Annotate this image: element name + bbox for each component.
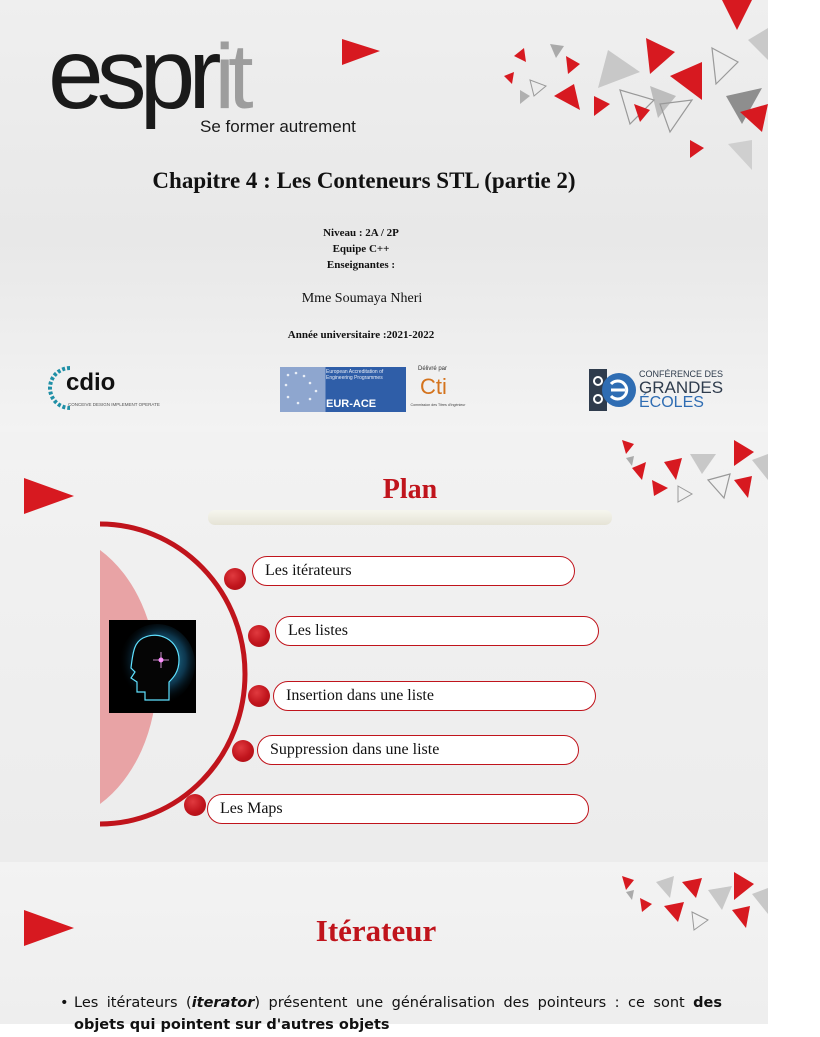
cdio-subtitle: CONCEIVE DESIGN IMPLEMENT OPERATE	[68, 402, 160, 407]
chapter-title: Chapitre 4 : Les Conteneurs STL (partie 2)	[152, 168, 576, 193]
eurace-text: EUR-ACE	[326, 398, 377, 410]
plan-item-insertion: Insertion dans une liste	[273, 681, 596, 711]
iterator-bullet	[74, 993, 722, 1037]
teacher-name: Mme Soumaya Nheri	[301, 291, 423, 306]
logo-triangle-icon	[342, 37, 382, 67]
plan-bullet-2	[248, 625, 270, 647]
logo-tagline: Se former autrement	[200, 117, 356, 136]
cge-line2: GRANDES	[639, 378, 724, 397]
plan-bullet-1	[224, 568, 246, 590]
cge-line1: CONFÉRENCE DES	[639, 369, 724, 379]
plan-item-maps: Les Maps	[207, 794, 589, 824]
plan-bullet-4	[232, 740, 254, 762]
bullet-term: iterator	[191, 995, 255, 1011]
cti-logo	[410, 366, 466, 414]
bullet-text-start: Les itérateurs (	[74, 995, 192, 1011]
bullet-text-middle: ) présentent une généralisation des pointeurs : ce sont	[254, 995, 694, 1011]
iterator-title: Itérateur	[315, 913, 437, 948]
eu-stars-icon	[280, 367, 324, 412]
plan-item-iterators: Les itérateurs	[252, 556, 575, 586]
logo-grey-part: it	[214, 26, 247, 128]
cdio-logo	[50, 364, 160, 414]
plan-slide	[0, 432, 768, 862]
cge-line3: ÉCOLES	[639, 394, 704, 411]
level-text: Niveau : 2A / 2P	[323, 227, 399, 239]
plan-bullet-5	[184, 794, 206, 816]
decorative-triangles-icon	[490, 0, 768, 180]
title-slide	[0, 0, 768, 432]
cge-emblem-icon	[589, 367, 637, 413]
cti-mark: Cti	[420, 374, 447, 399]
eurace-logo	[280, 367, 406, 412]
eurace-subtitle: European Accreditation of Engineering Programmes	[326, 369, 384, 381]
cti-subtitle: Commission des Titres d'Ingénieur	[410, 403, 466, 407]
esprit-logo	[48, 18, 247, 130]
plan-item-deletion: Suppression dans une liste	[257, 735, 579, 765]
iterator-slide	[0, 862, 768, 1033]
head-brain-image	[109, 620, 196, 713]
team-text: Equipe C++	[332, 243, 390, 255]
logo-dark-part: espr	[48, 18, 215, 130]
cge-logo	[589, 367, 734, 413]
cdio-text: cdio	[66, 369, 116, 396]
cti-delivered-label: Délivré par	[418, 366, 448, 372]
plan-item-lists: Les listes	[275, 616, 599, 646]
teachers-label: Enseignantes :	[326, 259, 396, 271]
academic-year: Année universitaire :2021-2022	[287, 329, 435, 341]
head-silhouette-icon	[109, 620, 196, 713]
plan-bullet-3	[248, 685, 270, 707]
plan-title: Plan	[382, 474, 438, 505]
bullet-text-bold: des objets qui pointent sur d'autres objets	[74, 995, 723, 1033]
